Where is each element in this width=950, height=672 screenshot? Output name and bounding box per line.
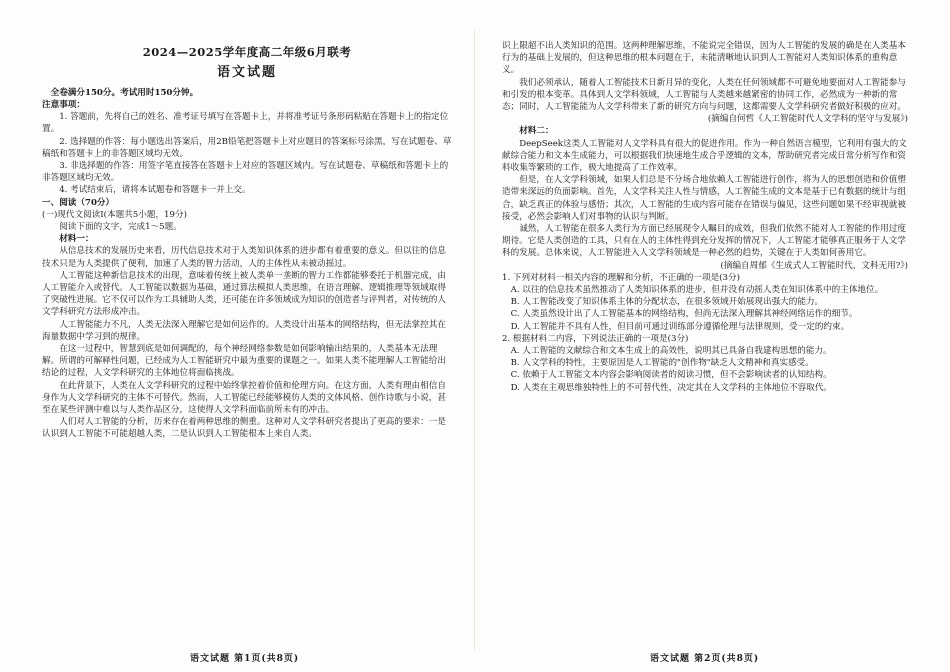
answer-option: C. 人类虽然设计出了人工智能基本的网络结构，但尚无法深入理解其神经网络运作的细节。 — [510, 309, 858, 320]
question-stem: 1. 下列对材料一相关内容的理解和分析，不正确的一项是(3分) — [502, 272, 740, 283]
source-citation: (摘编自周郁《生成式人工智能时代，文科无用?》) — [720, 260, 908, 271]
section-heading: 一、阅读（70分） — [42, 197, 115, 208]
paragraph: 从信息技术的发展历史来看，历代信息技术对于人类知识体系的进步都有着重要的意义。但以往的信息技术只是为人类提供了便利，加速了人类的智力活动，人的主体性从未被动摇过。 — [42, 246, 446, 269]
notice-item: 4. 考试结束后，请将本试题卷和答题卡一并上交。 — [59, 185, 251, 196]
paragraph: 我们必须承认，随着人工智能技术日新月异的变化，人类在任何领域都不可避免地要面对人工智能参与和引发的根本变革。具体到人文学科领域，人工智能与人类越来越紧密的协同工作，必然成为一种新的常态；同时，人工智能能为人文学科带来了新的研究方向与问题，这都需要人文学科研究者做好积极的应对。 — [502, 77, 906, 113]
answer-option: B. 人文学科的特性，主要原因是人工智能的"创作物"缺乏人文精神和真实感受。 — [510, 358, 814, 369]
subsection-heading: (一)现代文阅读Ⅰ(本题共5小题，19分) — [42, 209, 187, 220]
page-1 — [42, 44, 452, 646]
notice-heading: 注意事项： — [42, 99, 85, 110]
notice-item: 2. 选择题的作答：每小题选出答案后，用2B铅笔把答题卡上对应题目的答案标号涂黑，写在试题卷、草稿纸和答题卡上的非答题区域均无效。 — [42, 136, 452, 159]
notice-item: 3. 非选择题的作答：用签字笔直接答在答题卡上对应的答题区域内。写在试题卷、草稿纸和答题卡上的非答题区域均无效。 — [42, 161, 449, 184]
answer-option: B. 人工智能改变了知识体系主体的分配状态，在很多领域开始展现出强大的能力。 — [510, 297, 824, 308]
paragraph: 人工智能这种新信息技术的出现，意味着传统上被人类单一垄断的智力工作都能够委托于机器完成，由人工智能介入或替代。人工智能以数据为基础，通过算法模拟人类思维，在语言理解、逻辑推理等领域取得了突破性进展。它不仅可以作为工具辅助人类，还可能在许多领域成为知识的创造者与评判者，对传统的人文学科研究方法形成冲击。 — [42, 270, 446, 318]
subject-title: 语文试题 — [216, 65, 277, 81]
page-2 — [502, 40, 912, 646]
paragraph: 但是，在人文学科领域，如果人们总是不分场合地依赖人工智能进行创作，将为人的思想创造和价值塑造带来深远的负面影响。首先，人文学科关注人性与情感，人工智能生成的文本是基于已有数据的统计与组合，缺乏真正的体验与感悟；其次，人工智能的生成内容可能存在错误与偏见，这些问题如果不经审视就被接受，必然会影响人们对事物的认识与判断。 — [502, 175, 906, 222]
paragraph: 诚然，人工智能在很多人类行为方面已经展现令人瞩目的成效，但我们依然不能对人工智能的作用过度期待。它是人类创造的工具，只有在人的主体性得到充分发挥的情况下，人工智能才能够真正服务于人文学科的发展。总体来说，人工智能进入人文学科领域是一种必然的趋势，关键在于人类如何善用它。 — [502, 224, 906, 259]
notice-item: 1. 答题前，先将自己的姓名、准考证号填写在答题卡上，并将准考证号条形码粘贴在答题卡上的指定位置。 — [42, 112, 449, 135]
question-stem: 2. 根据材料二内容，下列说法正确的一项是(3分) — [502, 333, 689, 344]
material-label: 材料二： — [519, 126, 554, 137]
instruction: 阅读下面的文字，完成1～5题。 — [59, 222, 182, 233]
exam-title: 2024—2025学年度高二年级6月联考 — [142, 45, 352, 59]
page-2-footer: 语文试题 第2页(共8页) — [650, 654, 760, 665]
paragraph: 人们对人工智能的分析，历来存在着两种思维的侧重。这种对人文学科研究者提出了更高的要求：一是认识到人工智能不可能超越人类，二是认识到人工智能根本上来自人类。 — [42, 417, 446, 440]
answer-option: D. 人工智能并不具有人性，但目前可通过训练部分遵循伦理与法律规则，受一定的约束。 — [510, 321, 850, 332]
score-note: 全卷满分150分。考试用时150分钟。 — [50, 87, 199, 98]
paragraph: 在此背景下，人类在人文学科研究的过程中始终掌控着价值和伦理方向。在这方面，人类有理由相信自身作为人文学科研究的主体不可替代。然而，人工智能已经能够模仿人类的文体风格、创作诗歌与小说，甚至在某些评测中难以与人类作品区分，这使得人文学科面临前所未有的冲击。 — [42, 380, 446, 416]
page-gutter — [474, 30, 475, 650]
answer-option: A. 人工智能的文献综合和文本生成上的高效性，说明其已具备自我建构思想的能力。 — [510, 346, 832, 357]
paragraph: 识上限超不出人类知识的范围。这两种理解思维，不能说完全错误，因为人工智能的发展的确是在人类基本行为的基础上发展的，但这种思维的根本问题在于，未能清晰地认识到人工智能对人类知识体系的重构意义。 — [502, 41, 906, 76]
answer-option: C. 依赖于人工智能文本内容会影响阅读者的阅读习惯，但不会影响读者的认知结构。 — [510, 370, 832, 381]
source-citation: (摘编自何哲《人工智能时代人文学科的坚守与发展》) — [707, 114, 908, 125]
page-1-footer: 语文试题 第1页(共8页) — [190, 654, 300, 665]
paragraph: 在这一过程中，智慧到底是如何调配的，每个神经网络参数是如何影响输出结果的，人类基本无法理解。所谓的可解释性问题，已经成为人工智能研究中最为重要的课题之一。如果人类不能理解人工智能给出结论的过程，人文学科研究的主体地位将面临挑战。 — [42, 344, 446, 379]
answer-option: A. 以往的信息技术虽然推动了人类知识体系的进步，但并没有动摇人类在知识体系中的主体地位。 — [510, 285, 884, 296]
material-label: 材料一： — [59, 234, 94, 245]
answer-option: D. 人类在主观思维独特性上的不可替代性，决定其在人文学科的主体地位不容取代。 — [510, 382, 833, 393]
paragraph: DeepSeek这类人工智能对人文学科具有很大的促进作用。作为一种自然语言模型，它利用有强大的文献综合能力和文本生成能力，可以根据我们快速地生成合乎逻辑的文本，帮助研究者完成日常分析写作和资料收集等繁琐的工作，极大地提高了工作效率。 — [502, 138, 907, 174]
paragraph: 人工智能能力不凡，人类无法深入理解它是如何运作的。人类设计出基本的网络结构，但无法掌控其在海量数据中学习到的规律。 — [42, 319, 446, 342]
